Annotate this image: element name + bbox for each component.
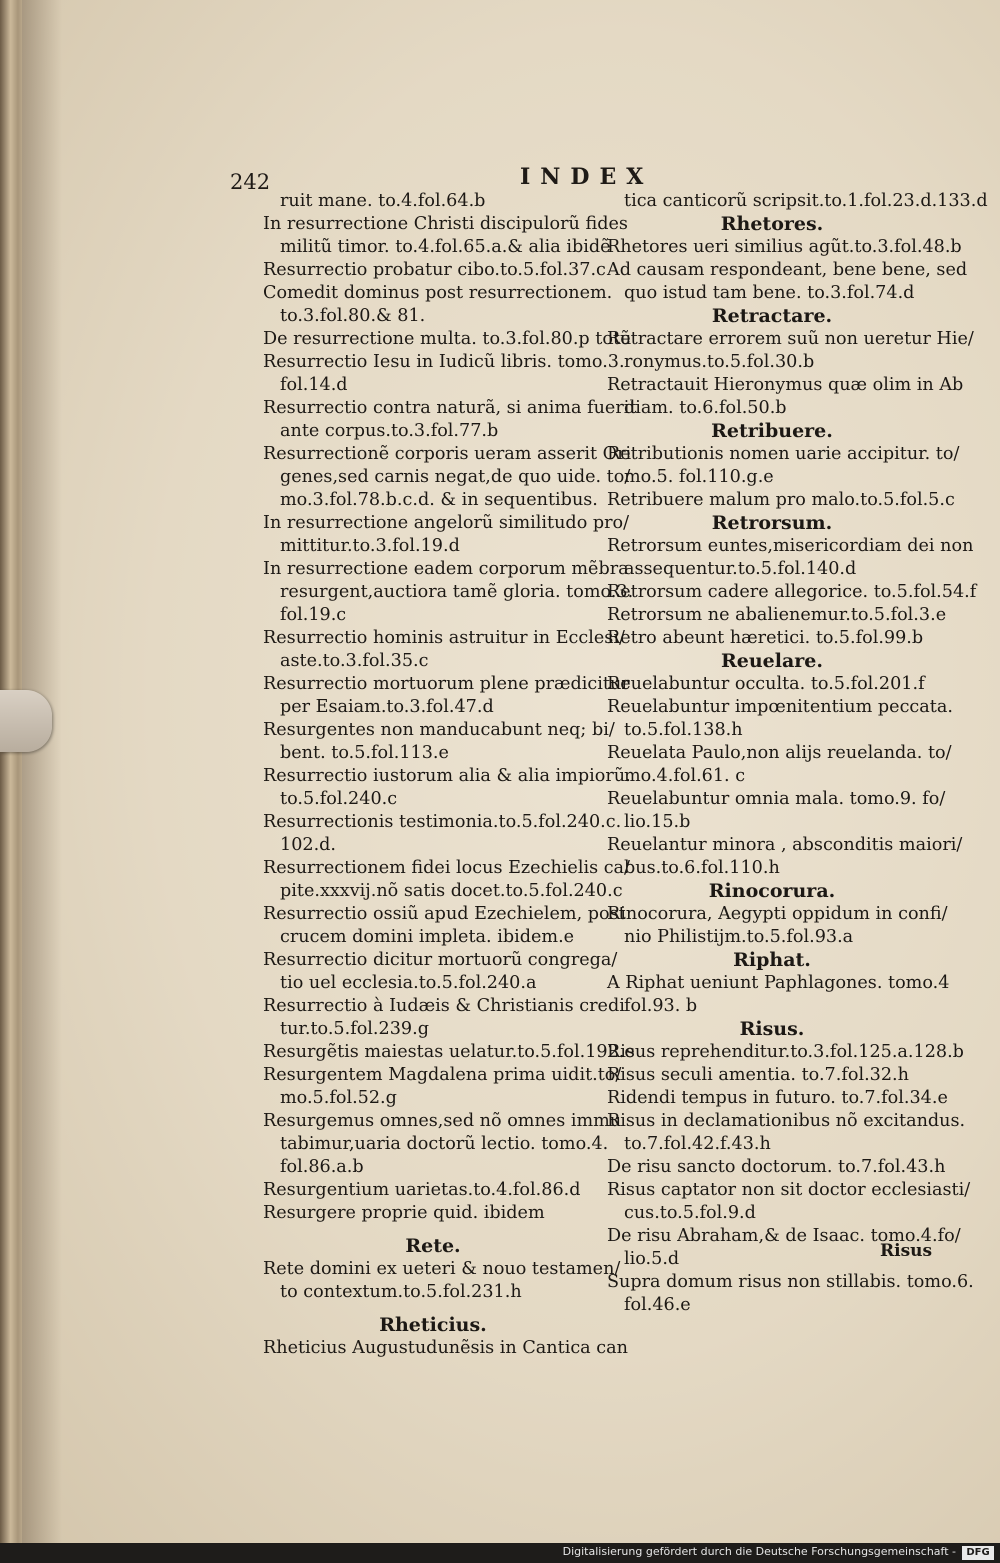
index-entry-line: Comedit dominus post resurrectionem. bbox=[263, 283, 613, 303]
index-entry-line: Ridendi tempus in futuro. to.7.fol.34.e bbox=[607, 1088, 948, 1108]
index-entry-line: ante corpus.to.3.fol.77.b bbox=[280, 421, 499, 441]
index-entry-line: Resurgentem Magdalena prima uidit.to/ bbox=[263, 1065, 622, 1085]
spine-shadow bbox=[22, 0, 62, 1543]
index-entry-line: In resurrectione angelorũ similitudo pro/ bbox=[263, 513, 630, 533]
index-entry-line: to contextum.to.5.fol.231.h bbox=[280, 1282, 522, 1302]
index-entry-line: Retrorsum ne abalienemur.to.5.fol.3.e bbox=[607, 605, 947, 625]
index-entry-line: assequentur.to.5.fol.140.d bbox=[624, 559, 857, 579]
index-entry-line: tur.to.5.fol.239.g bbox=[280, 1019, 429, 1039]
index-entry-line: Resurrectio iustorum alia & alia impiorũ. bbox=[263, 766, 631, 786]
index-entry-line: quo istud tam bene. to.3.fol.74.d bbox=[624, 283, 915, 303]
index-entry-line: mittitur.to.3.fol.19.d bbox=[280, 536, 460, 556]
index-entry-line: De risu Abraham,& de Isaac. tomo.4.fo/ bbox=[607, 1226, 961, 1246]
index-heading: Rete. bbox=[405, 1235, 461, 1257]
index-entry-line: pite.xxxvij.nõ satis docet.to.5.fol.240.c bbox=[280, 881, 623, 901]
page-number: 242 bbox=[230, 170, 271, 194]
index-entry-line: bent. to.5.fol.113.e bbox=[280, 743, 449, 763]
index-heading: Rinocorura. bbox=[708, 880, 836, 902]
index-entry-line: Supra domum risus non stillabis. tomo.6. bbox=[607, 1272, 974, 1292]
index-entry-line: Retractare errorem suũ non ueretur Hie/ bbox=[607, 329, 974, 349]
index-entry-line: Resurgẽtis maiestas uelatur.to.5.fol.192.e bbox=[263, 1042, 635, 1062]
index-entry-line: mo.5. fol.110.g.e bbox=[624, 467, 774, 487]
index-entry-line: Risus reprehenditur.to.3.fol.125.a.128.b bbox=[607, 1042, 964, 1062]
index-entry-line: fol.14.d bbox=[280, 375, 348, 395]
index-entry-line: Rheticius Augustudunẽsis in Cantica can bbox=[263, 1338, 628, 1358]
index-heading: Reuelare. bbox=[720, 650, 824, 672]
index-entry-line: Resurrectio hominis astruitur in Ecclesi/ bbox=[263, 628, 625, 648]
index-entry-line: tio uel ecclesia.to.5.fol.240.a bbox=[280, 973, 537, 993]
index-entry-line: lio.5.d bbox=[624, 1249, 680, 1269]
index-heading: Risus. bbox=[739, 1018, 805, 1040]
index-entry-line: In resurrectione eadem corporum mẽbra bbox=[263, 559, 629, 579]
index-entry-line: to.3.fol.80.& 81. bbox=[280, 306, 426, 326]
index-column-right bbox=[607, 190, 988, 1317]
index-entry-line: Resurrectio à Iudæis & Christianis credi bbox=[263, 996, 625, 1016]
bookmark-tab bbox=[0, 690, 52, 752]
index-entry-line: Resurgentium uarietas.to.4.fol.86.d bbox=[263, 1180, 581, 1200]
index-heading: Retractare. bbox=[711, 305, 833, 327]
index-entry-line: fol.46.e bbox=[624, 1295, 691, 1315]
index-entry-line: In resurrectione Christi discipulorũ fides bbox=[263, 214, 628, 234]
index-entry-line: Retrorsum euntes,misericordiam dei non bbox=[607, 536, 974, 556]
index-entry-line: crucem domini impleta. ibidem.e bbox=[280, 927, 575, 947]
index-entry-line: to.5.fol.138.h bbox=[624, 720, 743, 740]
index-entry-line: Ad causam respondeant, bene bene, sed bbox=[607, 260, 968, 280]
footer-credit: Digitalisierung gefördert durch die Deutsche Forschungsgemeinschaft - bbox=[562, 1545, 956, 1558]
index-entry-line: diam. to.6.fol.50.b bbox=[624, 398, 787, 418]
index-entry-line: Resurrectio dicitur mortuorũ congrega/ bbox=[263, 950, 618, 970]
index-entry-line: fol.86.a.b bbox=[280, 1157, 364, 1177]
index-entry-line: De risu sancto doctorum. to.7.fol.43.h bbox=[607, 1157, 946, 1177]
index-entry-line: Retrorsum cadere allegorice. to.5.fol.54.f bbox=[607, 582, 977, 602]
index-entry-line: mo.5.fol.52.g bbox=[280, 1088, 397, 1108]
index-entry-line: Resurgemus omnes,sed nõ omnes immu bbox=[263, 1111, 622, 1131]
index-entry-line: Resurrectio ossiũ apud Ezechielem, post bbox=[263, 904, 626, 924]
index-entry-line: ronymus.to.5.fol.30.b bbox=[624, 352, 815, 372]
index-entry-line: Retributionis nomen uarie accipitur. to/ bbox=[607, 444, 960, 464]
index-entry-line: cus.to.5.fol.9.d bbox=[624, 1203, 756, 1223]
index-entry-line: mo.4.fol.61. c bbox=[624, 766, 746, 786]
index-entry-line: Resurrectio mortuorum plene prædicitur bbox=[263, 674, 630, 694]
index-entry-line: Rhetores ueri similius agũt.to.3.fol.48.b bbox=[607, 237, 962, 257]
index-entry-line: Retribuere malum pro malo.to.5.fol.5.c bbox=[607, 490, 955, 510]
index-entry-line: Resurrectionis testimonia.to.5.fol.240.c. bbox=[263, 812, 622, 832]
index-entry-line: Risus seculi amentia. to.7.fol.32.h bbox=[607, 1065, 909, 1085]
index-entry-line: Resurgere proprie quid. ibidem bbox=[263, 1203, 545, 1223]
index-heading: Riphat. bbox=[733, 949, 811, 971]
index-heading: Retrorsum. bbox=[711, 512, 833, 534]
index-entry-line: Resurrectio contra naturã, si anima fuerit bbox=[263, 398, 637, 418]
index-entry-line: to.5.fol.240.c bbox=[280, 789, 398, 809]
catchword: Risus bbox=[880, 1241, 933, 1261]
index-entry-line: to.7.fol.42.f.43.h bbox=[624, 1134, 771, 1154]
footer-bar bbox=[0, 1543, 1000, 1563]
index-entry-line: ruit mane. to.4.fol.64.b bbox=[280, 191, 486, 211]
running-head bbox=[230, 160, 730, 192]
index-entry-line: Resurrectionem fidei locus Ezechielis ca/ bbox=[263, 858, 630, 878]
index-entry-line: aste.to.3.fol.35.c bbox=[280, 651, 429, 671]
index-entry-line: Resurgentes non manducabunt neq; bi/ bbox=[263, 720, 615, 740]
index-entry-line: fol.19.c bbox=[280, 605, 347, 625]
index-entry-line: Retractauit Hieronymus quæ olim in Ab bbox=[607, 375, 964, 395]
index-entry-line: A Riphat ueniunt Paphlagones. tomo.4 bbox=[607, 973, 950, 993]
index-entry-line: mo.3.fol.78.b.c.d. & in sequentibus. bbox=[280, 490, 598, 510]
index-entry-line: Reuelantur minora , absconditis maiori/ bbox=[607, 835, 963, 855]
index-entry-line: Retro abeunt hæretici. to.5.fol.99.b bbox=[607, 628, 924, 648]
index-entry-line: fol.93. b bbox=[624, 996, 698, 1016]
index-entry-line: Risus captator non sit doctor ecclesiasti/ bbox=[607, 1180, 971, 1200]
index-entry-line: Resurrectio Iesu in Iudicũ libris. tomo.3. bbox=[263, 352, 625, 372]
index-entry-line: Rete domini ex ueteri & nouo testamen/ bbox=[263, 1259, 621, 1279]
index-entry-line: militũ timor. to.4.fol.65.a.& alia ibidẽ bbox=[280, 237, 611, 257]
index-entry-line: Reuelabuntur occulta. to.5.fol.201.f bbox=[607, 674, 925, 694]
index-entry-line: De resurrectione multa. to.3.fol.80.p totũ bbox=[263, 329, 632, 349]
index-heading: Retribuere. bbox=[711, 420, 833, 442]
page-title: INDEX bbox=[520, 164, 654, 190]
dfg-logo: DFG bbox=[962, 1546, 994, 1560]
index-entry-line: nio Philistijm.to.5.fol.93.a bbox=[624, 927, 854, 947]
index-entry-line: genes,sed carnis negat,de quo uide. to/ bbox=[280, 467, 631, 487]
index-entry-line: lio.15.b bbox=[624, 812, 691, 832]
index-entry-line: Resurrectionẽ corporis ueram asserit Ori bbox=[263, 444, 632, 464]
index-entry-line: 102.d. bbox=[280, 835, 337, 855]
index-entry-line: tabimur,uaria doctorũ lectio. tomo.4. bbox=[280, 1134, 609, 1154]
index-heading: Rheticius. bbox=[379, 1314, 487, 1336]
index-entry-line: Risus in declamationibus nõ excitandus. bbox=[607, 1111, 966, 1131]
index-entry-line: Resurrectio probatur cibo.to.5.fol.37.c bbox=[263, 260, 606, 280]
index-heading: Rhetores. bbox=[720, 213, 824, 235]
index-entry-line: bus.to.6.fol.110.h bbox=[624, 858, 780, 878]
index-entry-line: resurgent,auctiora tamẽ gloria. tomo.3. bbox=[280, 582, 634, 602]
index-entry-line: Rinocorura, Aegypti oppidum in confi/ bbox=[607, 904, 948, 924]
index-entry-line: Reuelata Paulo,non alijs reuelanda. to/ bbox=[607, 743, 952, 763]
index-entry-line: tica canticorũ scripsit.to.1.fol.23.d.133.d bbox=[624, 191, 988, 211]
index-entry-line: Reuelabuntur impœnitentium peccata. bbox=[607, 697, 953, 717]
index-column-left bbox=[263, 190, 637, 1360]
index-entry-line: Reuelabuntur omnia mala. tomo.9. fo/ bbox=[607, 789, 946, 809]
index-entry-line: per Esaiam.to.3.fol.47.d bbox=[280, 697, 494, 717]
